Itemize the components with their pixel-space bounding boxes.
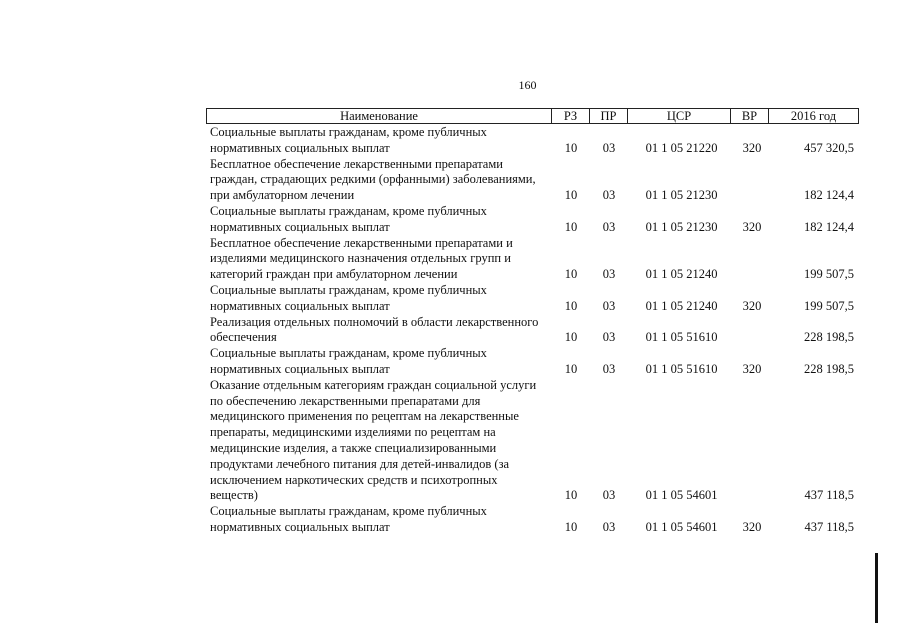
row-amount: 228 198,5 — [804, 330, 854, 345]
row-rz: 10 — [564, 219, 578, 234]
row-pr: 03 — [602, 361, 616, 376]
table-row — [210, 125, 860, 157]
row-name — [210, 125, 540, 157]
row-name-line: обеспечения — [210, 330, 277, 345]
row-name-line: Социальные выплаты гражданам, кроме публичных — [210, 504, 487, 519]
row-pr: 03 — [602, 219, 616, 234]
row-pr: 03 — [602, 488, 616, 503]
row-name-line: по обеспечению лекарственными препаратами для — [210, 393, 481, 408]
row-csr: 01 1 05 51610 — [645, 330, 718, 345]
row-name-line: медицинские изделия, а также специализированными — [210, 440, 497, 455]
row-name — [210, 157, 540, 204]
row-amount: 457 320,5 — [804, 140, 854, 155]
row-rz: 10 — [564, 188, 578, 203]
row-pr: 03 — [602, 298, 616, 313]
row-name-line: Бесплатное обеспечение лекарственными препаратами и — [210, 235, 513, 250]
row-vr: 320 — [742, 361, 762, 376]
row-name-line: при амбулаторном лечении — [210, 188, 355, 203]
header-vr: ВР — [731, 109, 769, 123]
table-row — [210, 346, 860, 378]
row-vr: 320 — [742, 140, 762, 155]
row-name-line: Бесплатное обеспечение лекарственными препаратами — [210, 156, 503, 171]
row-name — [210, 236, 540, 283]
header-year: 2016 год — [790, 108, 837, 123]
table-row — [210, 283, 860, 315]
row-name-line: нормативных социальных выплат — [210, 361, 390, 376]
row-csr: 01 1 05 21220 — [645, 140, 718, 155]
row-amount: 437 118,5 — [804, 519, 854, 534]
row-pr: 03 — [602, 267, 616, 282]
row-vr: 320 — [742, 219, 762, 234]
row-pr: 03 — [602, 140, 616, 155]
table-row — [210, 504, 860, 536]
row-csr: 01 1 05 21230 — [645, 219, 718, 234]
table-body — [210, 125, 860, 536]
table-row — [210, 204, 860, 236]
row-amount: 228 198,5 — [804, 361, 854, 376]
scan-edge-line — [875, 553, 878, 623]
row-name-line: нормативных социальных выплат — [210, 140, 390, 155]
row-amount: 182 124,4 — [804, 219, 854, 234]
row-name-line: Социальные выплаты гражданам, кроме публичных — [210, 125, 487, 139]
row-amount: 199 507,5 — [804, 298, 854, 313]
row-amount: 182 124,4 — [804, 188, 854, 203]
row-name-line: Социальные выплаты гражданам, кроме публичных — [210, 203, 487, 218]
row-rz: 10 — [564, 298, 578, 313]
row-rz: 10 — [564, 267, 578, 282]
row-name — [210, 283, 540, 315]
row-csr: 01 1 05 51610 — [645, 361, 718, 376]
table-row — [210, 157, 860, 204]
table-row — [210, 315, 860, 347]
row-name-line: продуктами лечебного питания для детей-инвалидов (за — [210, 456, 510, 471]
row-name — [210, 346, 540, 378]
row-rz: 10 — [564, 140, 578, 155]
row-name-line: Социальные выплаты гражданам, кроме публичных — [210, 282, 487, 297]
table-row — [210, 236, 860, 283]
row-name-line: нормативных социальных выплат — [210, 519, 390, 534]
row-rz: 10 — [564, 330, 578, 345]
row-name-line: веществ) — [210, 488, 258, 503]
row-pr: 03 — [602, 330, 616, 345]
header-pr: ПР — [590, 109, 628, 123]
row-amount: 437 118,5 — [804, 488, 854, 503]
header-name: Наименование — [207, 109, 552, 123]
row-name-line: Социальные выплаты гражданам, кроме публичных — [210, 346, 487, 361]
row-name-line: категорий граждан при амбулаторном лечении — [210, 267, 458, 282]
row-name-line: нормативных социальных выплат — [210, 298, 390, 313]
row-csr: 01 1 05 54601 — [645, 519, 718, 534]
row-name-line: медицинского применения по рецептам на лекарственные — [210, 409, 519, 424]
row-name-line: граждан, страдающих редкими (орфанными) заболеваниями, — [210, 172, 536, 187]
row-vr: 320 — [742, 519, 762, 534]
row-name — [210, 378, 540, 504]
row-csr: 01 1 05 54601 — [645, 488, 718, 503]
row-csr: 01 1 05 21240 — [645, 267, 718, 282]
row-csr: 01 1 05 21230 — [645, 188, 718, 203]
row-name-line: нормативных социальных выплат — [210, 219, 390, 234]
header-csr: ЦСР — [628, 109, 731, 123]
row-name — [210, 204, 540, 236]
row-name — [210, 504, 540, 536]
row-amount: 199 507,5 — [804, 267, 854, 282]
row-name — [210, 315, 540, 347]
row-vr: 320 — [742, 298, 762, 313]
row-rz: 10 — [564, 361, 578, 376]
table-header — [206, 108, 859, 124]
row-rz: 10 — [564, 488, 578, 503]
row-pr: 03 — [602, 188, 616, 203]
row-name-line: Оказание отдельным категориям граждан социальной услуги — [210, 377, 537, 392]
table-row — [210, 378, 860, 504]
row-csr: 01 1 05 21240 — [645, 298, 718, 313]
header-rz: РЗ — [552, 109, 590, 123]
row-name-line: изделиями медицинского назначения отдельных групп и — [210, 251, 511, 266]
row-name-line: Реализация отдельных полномочий в области лекарственного — [210, 314, 539, 329]
page-number: 160 — [518, 78, 537, 92]
row-rz: 10 — [564, 519, 578, 534]
row-pr: 03 — [602, 519, 616, 534]
row-name-line: исключением наркотических средств и психотропных — [210, 472, 498, 487]
row-name-line: препараты, медицинскими изделиями по рецептам на — [210, 425, 496, 440]
